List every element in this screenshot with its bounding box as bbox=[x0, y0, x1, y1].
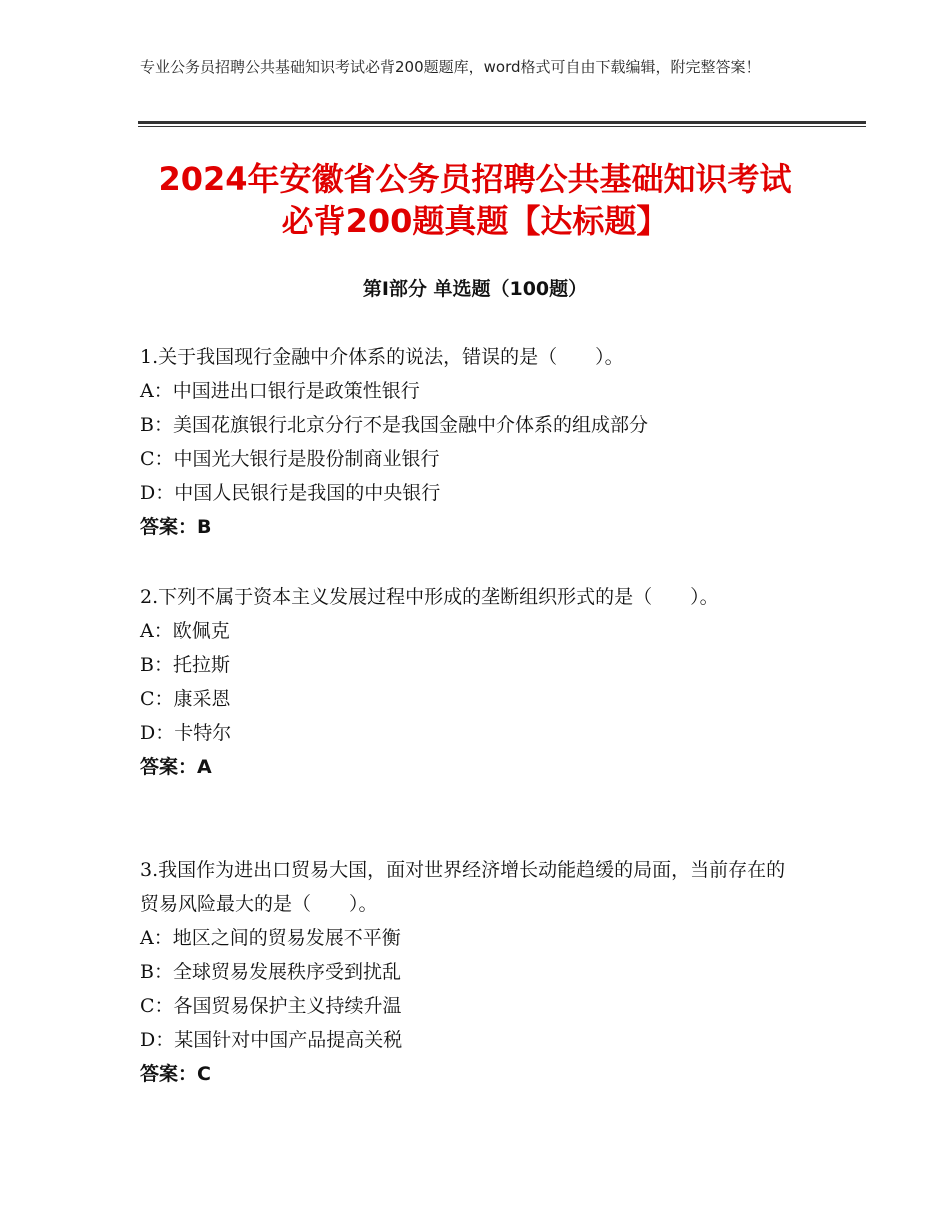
option-b: B：全球贸易发展秩序受到扰乱 bbox=[140, 961, 401, 983]
option-b: B：托拉斯 bbox=[140, 654, 230, 676]
document-title-line-1: 2024年安徽省公务员招聘公共基础知识考试 bbox=[158, 160, 792, 198]
option-c: C：中国光大银行是股份制商业银行 bbox=[140, 448, 440, 470]
option-d: D：卡特尔 bbox=[140, 722, 232, 744]
header-note: 专业公务员招聘公共基础知识考试必背200题题库，word格式可自由下载编辑，附完整答案！ bbox=[140, 58, 761, 76]
document-title-line-2: 必背200题真题【达标题】 bbox=[281, 202, 669, 240]
option-a: A：中国进出口银行是政策性银行 bbox=[140, 380, 420, 402]
option-c: C：各国贸易保护主义持续升温 bbox=[140, 995, 402, 1017]
option-d: D：某国针对中国产品提高关税 bbox=[140, 1029, 403, 1051]
header-rule-thick bbox=[138, 121, 866, 124]
question-3 bbox=[140, 853, 820, 1091]
option-c: C：康采恩 bbox=[140, 688, 231, 710]
option-a: A：地区之间的贸易发展不平衡 bbox=[140, 927, 401, 949]
header-rule-thin bbox=[138, 126, 866, 127]
answer: 答案：B bbox=[140, 516, 212, 538]
option-b: B：美国花旗银行北京分行不是我国金融中介体系的组成部分 bbox=[140, 414, 648, 436]
answer: 答案：A bbox=[140, 756, 212, 778]
question-2 bbox=[140, 580, 820, 784]
option-d: D：中国人民银行是我国的中央银行 bbox=[140, 482, 441, 504]
question-stem: 2.下列不属于资本主义发展过程中形成的垄断组织形式的是（ ）。 bbox=[140, 586, 719, 608]
section-title: 第Ⅰ部分 单选题（100题） bbox=[362, 278, 588, 300]
question-stem: 1.关于我国现行金融中介体系的说法，错误的是（ ）。 bbox=[140, 346, 624, 368]
document-title bbox=[100, 158, 850, 242]
answer: 答案：C bbox=[140, 1063, 211, 1085]
option-a: A：欧佩克 bbox=[140, 620, 230, 642]
question-stem: 3.我国作为进出口贸易大国，面对世界经济增长动能趋缓的局面，当前存在的贸易风险最大的是（ ）。 bbox=[140, 859, 786, 915]
question-1 bbox=[140, 340, 820, 544]
